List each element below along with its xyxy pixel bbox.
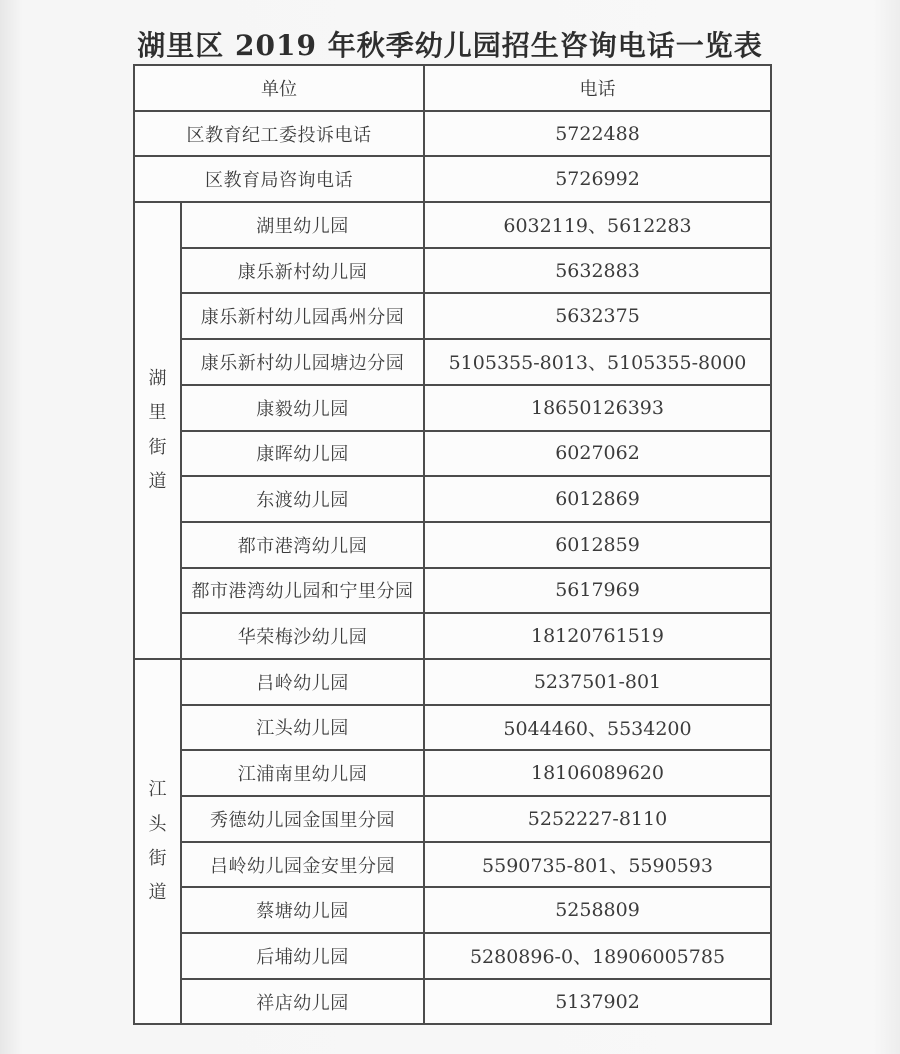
table-row xyxy=(134,476,771,522)
phone-cell: 5105355-8013、5105355-8000 xyxy=(424,339,771,385)
phone-cell: 5726992 xyxy=(424,156,771,202)
phone-cell: 5590735-801、5590593 xyxy=(424,842,771,888)
group-cell-jiangtou-street xyxy=(134,659,181,1025)
unit-cell: 康乐新村幼儿园禹州分园 xyxy=(181,293,424,339)
unit-cell: 祥店幼儿园 xyxy=(181,979,424,1025)
header-unit: 单位 xyxy=(134,65,424,111)
phone-table xyxy=(133,64,772,1025)
phone-cell: 6012869 xyxy=(424,476,771,522)
unit-cell: 吕岭幼儿园 xyxy=(181,659,424,705)
unit-cell: 区教育纪工委投诉电话 xyxy=(134,111,424,157)
phone-cell: 18650126393 xyxy=(424,385,771,431)
phone-cell: 6027062 xyxy=(424,431,771,477)
table-row xyxy=(134,111,771,157)
table-row xyxy=(134,933,771,979)
unit-cell: 吕岭幼儿园金安里分园 xyxy=(181,842,424,888)
unit-cell: 都市港湾幼儿园 xyxy=(181,522,424,568)
unit-cell: 东渡幼儿园 xyxy=(181,476,424,522)
table-row xyxy=(134,887,771,933)
table-row xyxy=(134,385,771,431)
phone-cell: 6012859 xyxy=(424,522,771,568)
group-label: 江头街道 xyxy=(148,779,167,903)
group-cell-huli-street xyxy=(134,202,181,659)
phone-cell: 5137902 xyxy=(424,979,771,1025)
phone-cell: 5632883 xyxy=(424,248,771,294)
table-row xyxy=(134,750,771,796)
table-row xyxy=(134,842,771,888)
table-row xyxy=(134,202,771,248)
group-label: 湖里街道 xyxy=(148,368,167,492)
table-row xyxy=(134,659,771,705)
phone-cell: 5237501-801 xyxy=(424,659,771,705)
phone-cell: 18120761519 xyxy=(424,613,771,659)
unit-cell: 蔡塘幼儿园 xyxy=(181,887,424,933)
unit-cell: 区教育局咨询电话 xyxy=(134,156,424,202)
table-row xyxy=(134,293,771,339)
table-row xyxy=(134,522,771,568)
table-row xyxy=(134,979,771,1025)
page-title: 湖里区 2019 年秋季幼儿园招生咨询电话一览表 xyxy=(137,29,763,62)
unit-cell: 后埔幼儿园 xyxy=(181,933,424,979)
phone-cell: 5632375 xyxy=(424,293,771,339)
unit-cell: 秀德幼儿园金国里分园 xyxy=(181,796,424,842)
phone-cell: 5280896-0、18906005785 xyxy=(424,933,771,979)
table-row xyxy=(134,568,771,614)
unit-cell: 康晖幼儿园 xyxy=(181,431,424,477)
unit-cell: 都市港湾幼儿园和宁里分园 xyxy=(181,568,424,614)
table-row xyxy=(134,705,771,751)
phone-cell: 5044460、5534200 xyxy=(424,705,771,751)
unit-cell: 康毅幼儿园 xyxy=(181,385,424,431)
table-row xyxy=(134,613,771,659)
unit-cell: 江浦南里幼儿园 xyxy=(181,750,424,796)
unit-cell: 湖里幼儿园 xyxy=(181,202,424,248)
phone-cell: 6032119、5612283 xyxy=(424,202,771,248)
phone-cell: 18106089620 xyxy=(424,750,771,796)
phone-cell: 5252227-8110 xyxy=(424,796,771,842)
table-row xyxy=(134,248,771,294)
header-phone: 电话 xyxy=(424,65,771,111)
unit-cell: 江头幼儿园 xyxy=(181,705,424,751)
unit-cell: 华荣梅沙幼儿园 xyxy=(181,613,424,659)
table-row xyxy=(134,156,771,202)
unit-cell: 康乐新村幼儿园 xyxy=(181,248,424,294)
table-row xyxy=(134,339,771,385)
phone-cell: 5617969 xyxy=(424,568,771,614)
phone-cell: 5258809 xyxy=(424,887,771,933)
unit-cell: 康乐新村幼儿园塘边分园 xyxy=(181,339,424,385)
phone-cell: 5722488 xyxy=(424,111,771,157)
table-row xyxy=(134,796,771,842)
table-row xyxy=(134,431,771,477)
table-header-row xyxy=(134,65,771,111)
